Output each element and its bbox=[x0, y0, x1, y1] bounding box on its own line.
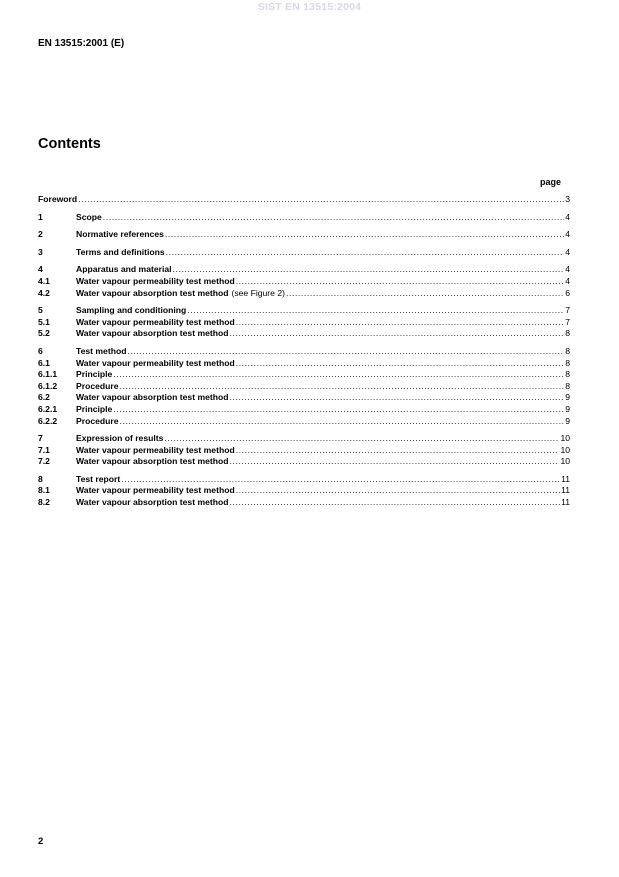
toc-entry-note: (see Figure 2) bbox=[231, 287, 285, 298]
toc-entry[interactable] bbox=[38, 288, 570, 300]
toc-dot-leader bbox=[166, 247, 565, 259]
toc-entry-title: Water vapour absorption test method bbox=[76, 497, 229, 508]
toc-entry-number: 6.2.1 bbox=[38, 403, 58, 414]
page-column-label: page bbox=[540, 177, 562, 187]
toc-entry-page: 9 bbox=[565, 403, 570, 414]
page-number: 2 bbox=[38, 836, 44, 847]
toc-entry[interactable] bbox=[38, 474, 570, 486]
document-id: EN 13515:2001 (E) bbox=[38, 38, 125, 49]
toc-entry-page: 8 bbox=[565, 380, 570, 391]
toc-entry-title: Procedure bbox=[76, 415, 119, 426]
toc-dot-leader bbox=[120, 416, 565, 428]
toc-entry-page: 10 bbox=[560, 433, 570, 444]
toc-entry-number: 6.2.2 bbox=[38, 415, 58, 426]
toc-entry-number: 2 bbox=[38, 229, 43, 240]
toc-dot-leader bbox=[236, 276, 565, 288]
toc-entry-number: 5 bbox=[38, 305, 43, 316]
toc-entry-page: 3 bbox=[565, 194, 570, 204]
toc-entry-number: 6.1.1 bbox=[38, 369, 58, 380]
toc-entry-title: Water vapour permeability test method bbox=[76, 357, 235, 368]
toc-entry-title: Test method bbox=[76, 345, 127, 356]
toc-dot-leader bbox=[173, 264, 565, 276]
toc-entry-number: 6.1.2 bbox=[38, 380, 58, 391]
toc-entry-number: 8.2 bbox=[38, 497, 50, 508]
toc-entry-title: Principle bbox=[76, 369, 113, 380]
toc-entry[interactable] bbox=[38, 317, 570, 329]
toc-entry-title: Water vapour permeability test method bbox=[76, 485, 235, 496]
toc-entry-number: 4 bbox=[38, 264, 43, 275]
toc-entry-title: Expression of results bbox=[76, 433, 164, 444]
toc-entry-page: 8 bbox=[565, 357, 570, 368]
toc-entry[interactable] bbox=[38, 328, 570, 340]
toc-entry[interactable] bbox=[38, 445, 570, 457]
toc-entry[interactable] bbox=[38, 264, 570, 276]
toc-entry[interactable] bbox=[38, 305, 570, 317]
toc-entry-page: 10 bbox=[560, 456, 570, 467]
toc-section bbox=[38, 247, 570, 259]
toc-entry-page: 4 bbox=[565, 246, 570, 257]
toc-entry[interactable] bbox=[38, 497, 570, 509]
toc-entry-page: 7 bbox=[565, 305, 570, 316]
watermark: SIST EN 13515:2004 bbox=[257, 1, 362, 13]
toc-section bbox=[38, 212, 570, 224]
toc-entry-number: 4.2 bbox=[38, 287, 50, 298]
toc-entry-title: Water vapour permeability test method bbox=[76, 275, 235, 286]
toc-entry-page: 7 bbox=[565, 316, 570, 327]
toc-entry-title: Water vapour absorption test method bbox=[76, 456, 229, 467]
toc-dot-leader bbox=[164, 433, 559, 445]
toc-entry-number: 6.1 bbox=[38, 357, 50, 368]
toc-entry-page: 11 bbox=[561, 485, 570, 496]
toc-entry-page: 9 bbox=[565, 392, 570, 403]
toc-entry-page: 6 bbox=[565, 287, 570, 298]
toc-entry-number: 8 bbox=[38, 473, 43, 484]
toc-entry[interactable] bbox=[38, 247, 570, 259]
toc-dot-leader bbox=[236, 485, 560, 497]
toc-entry-number: 6.2 bbox=[38, 392, 50, 403]
toc-entry-title: Water vapour permeability test method bbox=[76, 316, 235, 327]
toc-entry-number: 1 bbox=[38, 211, 43, 222]
toc-entry-title: Normative references bbox=[76, 229, 164, 240]
toc-dot-leader bbox=[113, 404, 564, 416]
toc-section bbox=[38, 433, 570, 468]
toc-entry-page: 4 bbox=[565, 264, 570, 275]
toc-entry-number: 6 bbox=[38, 345, 43, 356]
table-of-contents bbox=[38, 194, 570, 515]
toc-entry-title: Procedure bbox=[76, 380, 119, 391]
toc-dot-leader bbox=[229, 456, 559, 468]
toc-entry[interactable] bbox=[38, 276, 570, 288]
toc-dot-leader bbox=[113, 369, 564, 381]
toc-entry-number: 4.1 bbox=[38, 275, 50, 286]
toc-entry-number: 8.1 bbox=[38, 485, 50, 496]
toc-entry[interactable] bbox=[38, 358, 570, 370]
toc-entry-title: Terms and definitions bbox=[76, 246, 165, 257]
toc-entry-title: Principle bbox=[76, 403, 113, 414]
toc-dot-leader bbox=[187, 305, 564, 317]
toc-entry[interactable] bbox=[38, 456, 570, 468]
toc-entry-number: 5.2 bbox=[38, 328, 50, 339]
toc-dot-leader bbox=[229, 392, 564, 404]
toc-dot-leader bbox=[78, 194, 564, 206]
toc-entry-number: 3 bbox=[38, 246, 43, 257]
toc-entry[interactable] bbox=[38, 369, 570, 381]
toc-entry-page: 8 bbox=[565, 369, 570, 380]
toc-entry[interactable] bbox=[38, 485, 570, 497]
toc-section bbox=[38, 264, 570, 299]
toc-entry-title: Water vapour absorption test method bbox=[76, 287, 229, 298]
toc-entry[interactable] bbox=[38, 392, 570, 404]
toc-section bbox=[38, 305, 570, 340]
toc-section bbox=[38, 474, 570, 509]
toc-entry-number: 5.1 bbox=[38, 316, 50, 327]
toc-entry[interactable] bbox=[38, 416, 570, 428]
toc-entry[interactable] bbox=[38, 229, 570, 241]
toc-entry-title: Water vapour absorption test method bbox=[76, 392, 229, 403]
toc-dot-leader bbox=[103, 212, 564, 224]
toc-section bbox=[38, 229, 570, 241]
toc-entry-page: 8 bbox=[565, 345, 570, 356]
toc-entry-number: 7.2 bbox=[38, 456, 50, 467]
toc-dot-leader bbox=[229, 497, 560, 509]
toc-entry-page: 4 bbox=[565, 275, 570, 286]
toc-entry[interactable] bbox=[38, 346, 570, 358]
toc-entry-title: Scope bbox=[76, 211, 102, 222]
toc-dot-leader bbox=[127, 346, 564, 358]
toc-entry-page: 10 bbox=[560, 444, 570, 455]
toc-entry[interactable] bbox=[38, 381, 570, 393]
toc-entry-number: 7 bbox=[38, 433, 43, 444]
toc-entry[interactable] bbox=[38, 433, 570, 445]
toc-entry-page: 11 bbox=[561, 497, 570, 508]
toc-entry-number: 7.1 bbox=[38, 444, 50, 455]
toc-section bbox=[38, 346, 570, 427]
toc-entry[interactable] bbox=[38, 212, 570, 224]
toc-dot-leader bbox=[165, 229, 564, 241]
contents-title: Contents bbox=[38, 136, 101, 152]
toc-entry-page: 4 bbox=[565, 211, 570, 222]
toc-entry-page: 4 bbox=[565, 229, 570, 240]
toc-entry-title: Water vapour permeability test method bbox=[76, 444, 235, 455]
toc-dot-leader bbox=[120, 381, 565, 393]
toc-dot-leader bbox=[236, 317, 565, 329]
toc-entry[interactable] bbox=[38, 404, 570, 416]
toc-entry-page: 9 bbox=[565, 415, 570, 426]
toc-dot-leader bbox=[236, 358, 565, 370]
toc-section bbox=[38, 194, 570, 206]
toc-dot-leader bbox=[286, 288, 564, 300]
toc-entry-page: 8 bbox=[565, 328, 570, 339]
toc-entry-title: Foreword bbox=[38, 194, 78, 204]
toc-entry-title: Water vapour absorption test method bbox=[76, 328, 229, 339]
toc-dot-leader bbox=[121, 474, 560, 486]
toc-entry[interactable] bbox=[38, 194, 570, 206]
toc-dot-leader bbox=[236, 445, 560, 457]
toc-entry-title: Test report bbox=[76, 473, 121, 484]
toc-dot-leader bbox=[229, 328, 564, 340]
toc-entry-title: Sampling and conditioning bbox=[76, 305, 187, 316]
toc-entry-title: Apparatus and material bbox=[76, 264, 172, 275]
toc-entry-page: 11 bbox=[561, 473, 570, 484]
